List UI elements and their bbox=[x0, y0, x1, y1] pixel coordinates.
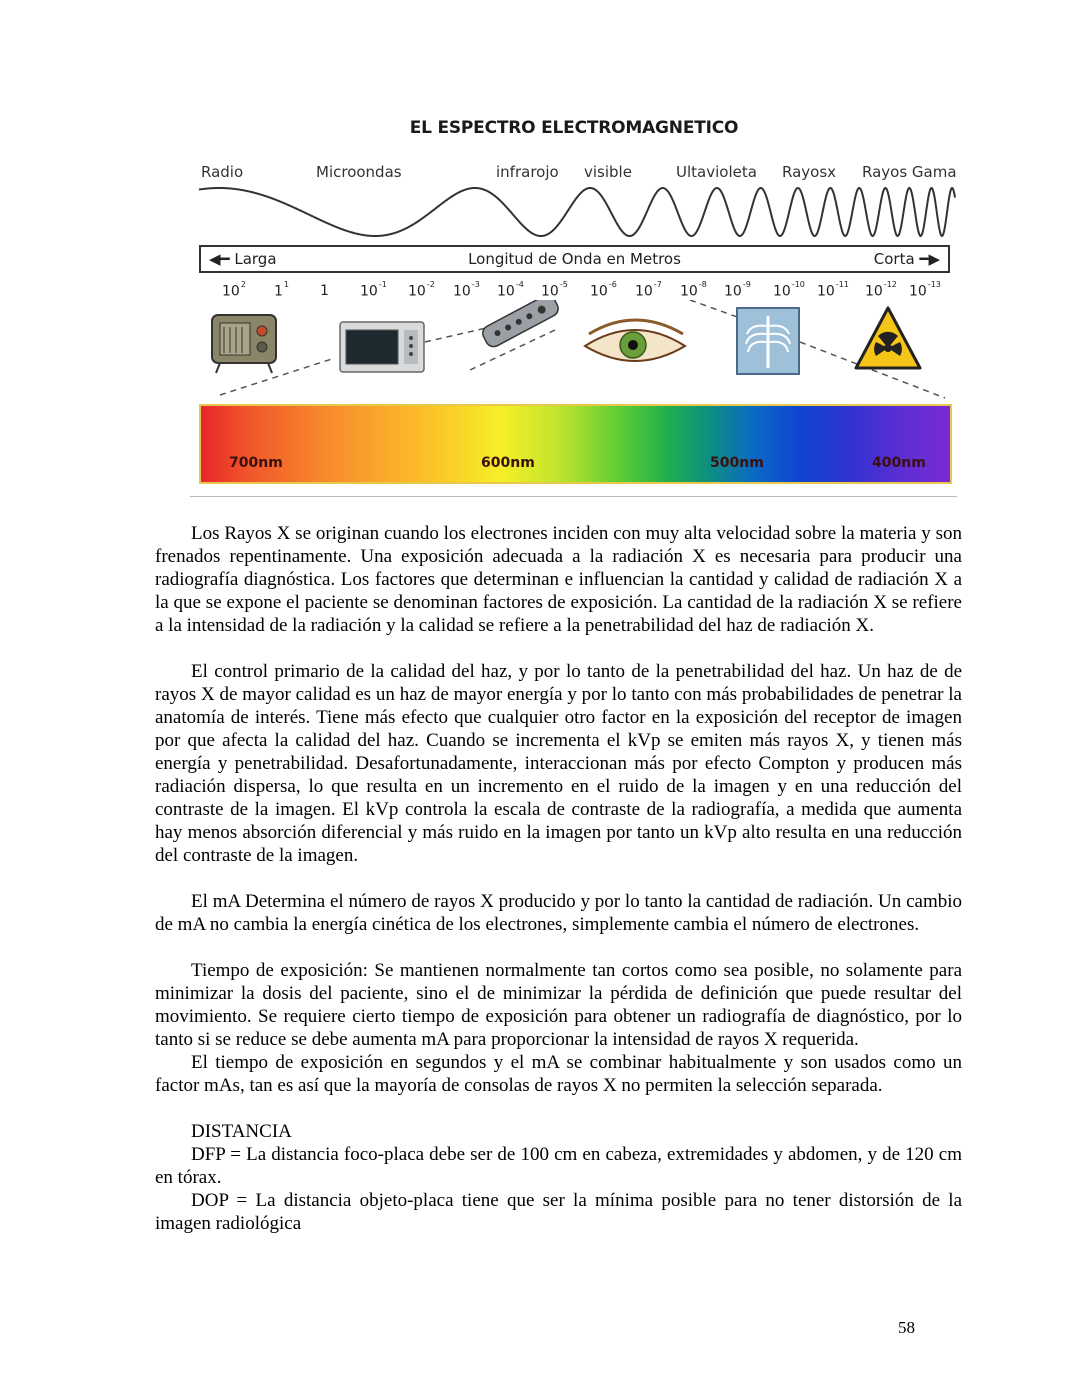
axis-left-label: ◀━ Larga bbox=[209, 250, 277, 268]
wavelength-tick: $10^{-13}$ bbox=[909, 280, 941, 300]
wavelength-tick: $10^{-10}$ bbox=[773, 280, 805, 300]
microwave-icon bbox=[340, 322, 424, 372]
wave-graphic bbox=[196, 184, 956, 242]
wavelength-tick: $10^{-2}$ bbox=[408, 280, 435, 300]
right-arrow-icon: ━▶ bbox=[914, 250, 940, 268]
figure-title: EL ESPECTRO ELECTROMAGNETICO bbox=[409, 118, 739, 138]
remote-control-icon bbox=[480, 300, 561, 349]
wavelength-tick: $1^1$ bbox=[274, 280, 290, 300]
paragraph-xray-origin: Los Rayos X se originan cuando los electrones inciden con muy alta velocidad sobre la materia y son frenados repentinamente. Una exposición adecuada a la radiación X es necesaria para producir una radiografía diagnóstica. Los factores que determinan e influencian la cantidad y calidad de radiación X a la que se expone el paciente se denominan factores de exposición. La cantidad de la radiación X se refiere a la intensidad de la radiación y la calidad se refiere a la penetrabilidad del haz de radiación X. bbox=[155, 523, 962, 636]
paragraph-mas: El tiempo de exposición en segundos y el mA se combinar habitualmente y son usados como un factor mAs, tan es así que la mayoría de consolas de rayos X no permiten la selección separada. bbox=[155, 1052, 962, 1096]
band-label-gamma: Rayos Gama bbox=[862, 163, 957, 181]
left-arrow-icon: ◀━ bbox=[209, 250, 235, 268]
figure-divider bbox=[190, 496, 957, 497]
page-number: 58 bbox=[898, 1318, 915, 1337]
radiation-warning-icon bbox=[856, 308, 920, 368]
spectrum-label-600nm: 600nm bbox=[481, 455, 535, 471]
axis-right-label: Corta ━▶ bbox=[873, 250, 940, 268]
wavelength-tick: $10^2$ bbox=[222, 280, 246, 300]
band-icons bbox=[200, 300, 950, 400]
paragraph-kvp: El control primario de la calidad del haz, y por lo tanto de la penetrabilidad del haz. Un haz de de rayos X de mayor calidad es un haz de mayor energía y por lo tanto con más probabilidades de penetrar la anatomía de interés. Tiene más efecto que cualquier otro factor en la exposición del receptor de imagen por que afecta la calidad del haz. Cuando se incrementa el kVp se emiten más rayos X, y tienen más energía y penetrabilidad. Desafortunadamente, interaccionan más por efecto Compton y producen más radiación dispersa, lo que resulta en un incremento en el ruido de la imagen y en una reducción del contraste de la imagen. El kVp controla la escala de contraste de la radiografía, a medida que aumenta hay menos absorción diferencial y más ruido en la imagen por tanto un kVp alto resulta en una reducción del contraste de la imagen. bbox=[155, 661, 962, 866]
wavelength-tick: $10^{-9}$ bbox=[724, 280, 751, 300]
wavelength-tick: $10^{-3}$ bbox=[453, 280, 480, 300]
xray-chest-icon bbox=[737, 308, 799, 374]
axis-title: Longitud de Onda en Metros bbox=[468, 250, 681, 268]
band-label-visible: visible bbox=[584, 163, 632, 181]
spectrum-label-500nm: 500nm bbox=[710, 455, 764, 471]
spectrum-label-400nm: 400nm bbox=[872, 455, 926, 471]
eye-icon bbox=[585, 320, 685, 361]
spectrum-label-700nm: 700nm bbox=[229, 455, 283, 471]
band-label-radio: Radio bbox=[201, 163, 244, 181]
wavelength-tick: $10^{-4}$ bbox=[497, 280, 524, 300]
band-label-ultraviolet: Ultavioleta bbox=[676, 163, 757, 181]
dashed-guides bbox=[220, 300, 945, 398]
paragraph-exposure-time: Tiempo de exposición: Se mantienen normalmente tan cortos como sea posible, no solamente para minimizar la dosis del paciente, sino el de minimizar la pérdida de definición que puede resultar del movimiento. Se requiere cierto tiempo de exposición para obtener un radiografía de diagnóstico, por lo tanto si se reduce se debe aumenta mA para proporcionar la intensidad de rayos X requerida. bbox=[155, 960, 962, 1050]
wavelength-tick: $10^{-11}$ bbox=[817, 280, 849, 300]
wavelength-tick: $10^{-5}$ bbox=[541, 280, 568, 300]
paragraph-dop: DOP = La distancia objeto-placa tiene que ser la mínima posible para no tener distorsión de la imagen radiológica bbox=[155, 1190, 962, 1234]
band-label-xray: Rayosx bbox=[782, 163, 837, 181]
band-label-microwave: Microondas bbox=[316, 163, 402, 181]
section-heading-distancia: DISTANCIA bbox=[191, 1121, 292, 1142]
wavelength-tick: $10^{-6}$ bbox=[590, 280, 617, 300]
paragraph-dfp: DFP = La distancia foco-placa debe ser de 100 cm en cabeza, extremidades y abdomen, y de 120 cm en tórax. bbox=[155, 1144, 962, 1188]
body-text bbox=[155, 522, 962, 1235]
paragraph-ma: El mA Determina el número de rayos X producido y por lo tanto la cantidad de radiación. Un cambio de mA no cambia la energía cinética de los electrones, simplemente cambia el número de electrones. bbox=[155, 891, 962, 935]
wavelength-tick: 1 bbox=[320, 283, 329, 299]
radio-icon bbox=[212, 315, 276, 373]
band-label-infrared: infrarojo bbox=[496, 163, 559, 181]
wavelength-tick: $10^{-7}$ bbox=[635, 280, 662, 300]
wavelength-tick: $10^{-1}$ bbox=[360, 280, 387, 300]
wavelength-tick: $10^{-12}$ bbox=[865, 280, 897, 300]
wavelength-axis bbox=[199, 245, 950, 273]
visible-spectrum-bar bbox=[199, 404, 952, 484]
wavelength-tick: $10^{-8}$ bbox=[680, 280, 707, 300]
